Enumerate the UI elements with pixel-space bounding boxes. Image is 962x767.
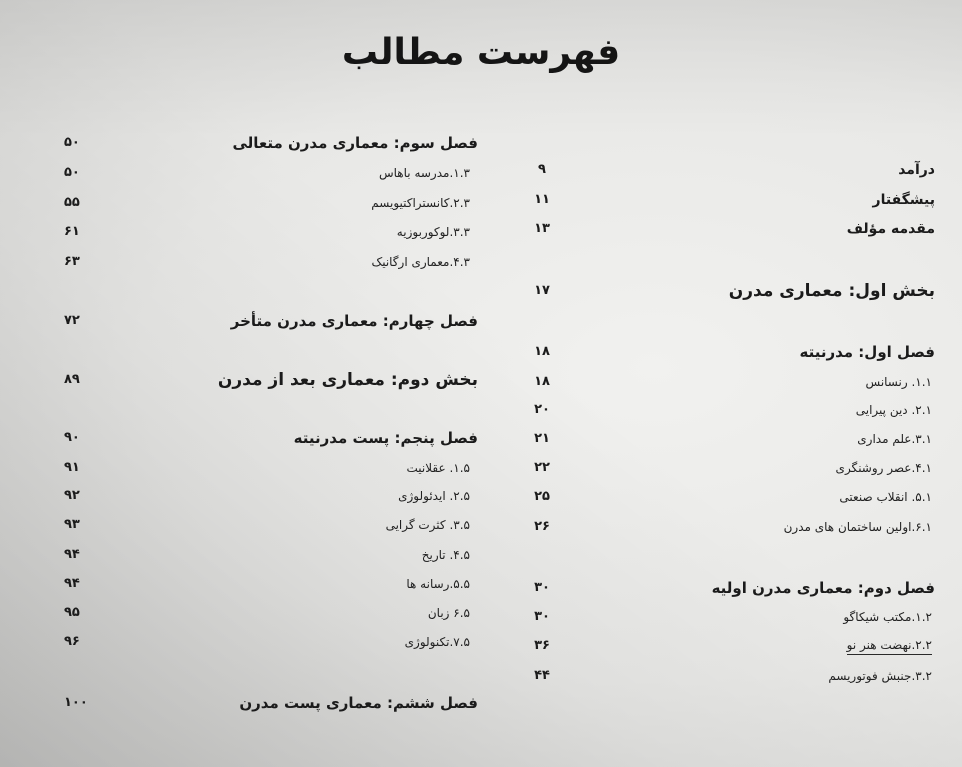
front-matter-entry — [528, 159, 935, 181]
page-number: ۹ — [538, 162, 546, 177]
entry-title: ۲.۱. دین پیرایی — [855, 403, 932, 417]
chapter-heading — [64, 310, 478, 332]
entry-title: ۴.۱.عصر روشنگری — [835, 461, 932, 475]
entry-title: ۶.۱.اولین ساختمان های مدرن — [783, 520, 932, 534]
entry-title: ۳.۳.لوکوربوزیه — [396, 225, 470, 239]
entry-title: فصل سوم: معماری مدرن متعالی — [232, 134, 478, 152]
entry-title: ۵.۱. انقلاب صنعتی — [839, 490, 932, 504]
page-number: ۴۴ — [534, 668, 550, 683]
section-entry — [64, 573, 470, 595]
section-entry — [528, 635, 932, 657]
section-entry — [64, 602, 470, 624]
entry-title: ۲.۵. ایدئولوژی — [398, 489, 470, 503]
entry-title: ۱.۵. عقلانیت — [406, 461, 470, 475]
chapter-heading — [64, 132, 478, 154]
page-number: ۳۶ — [534, 638, 550, 653]
section-entry — [64, 192, 470, 214]
entry-title: ۱.۳.مدرسه باهاس — [379, 166, 470, 180]
section-entry — [528, 516, 932, 538]
page-number: ۵۵ — [64, 195, 80, 210]
page-number: ۹۲ — [64, 488, 80, 503]
entry-title: فصل دوم: معماری مدرن اولیه — [711, 579, 935, 597]
section-entry — [528, 457, 932, 479]
entry-title: ۴.۳.معماری ارگانیک — [371, 255, 470, 269]
page-number: ۹۳ — [64, 517, 80, 532]
section-entry — [64, 221, 470, 243]
entry-title: بخش دوم: معماری بعد از مدرن — [217, 370, 478, 390]
section-entry — [64, 485, 470, 507]
entry-title: پیشگفتار — [872, 192, 935, 208]
entry-title: ۴.۵. تاریخ — [421, 548, 470, 562]
chapter-heading — [64, 692, 478, 714]
chapter-heading — [528, 341, 935, 363]
toc-title: فهرست مطالب — [341, 32, 621, 73]
entry-title: فصل پنجم: پست مدرنیته — [293, 429, 478, 447]
entry-title: مقدمه مؤلف — [846, 221, 935, 237]
section-entry — [528, 428, 932, 450]
page-number: ۵۰ — [64, 135, 80, 150]
section-entry — [64, 544, 470, 566]
entry-title: فصل چهارم: معماری مدرن متأخر — [230, 312, 478, 330]
page-number: ۱۸ — [534, 344, 550, 359]
page-number: ۱۷ — [534, 283, 550, 298]
front-matter-entry — [528, 218, 935, 240]
entry-title: ۱.۲.مکتب شیکاگو — [843, 610, 932, 624]
entry-title: ۷.۵.تکنولوژی — [404, 635, 470, 649]
page-number: ۵۰ — [64, 165, 80, 180]
page-number: ۹۱ — [64, 460, 80, 475]
section-entry — [64, 251, 470, 273]
section-entry — [64, 514, 470, 536]
page-number: ۱۰۰ — [64, 695, 88, 710]
page-number: ۱۱ — [534, 192, 550, 207]
entry-title: ۱.۱. رنسانس — [865, 375, 932, 389]
page-number: ۱۳ — [534, 221, 550, 236]
page-number: ۳۰ — [534, 580, 550, 595]
page-number: ۲۰ — [534, 402, 550, 417]
entry-title: فصل ششم: معماری پست مدرن — [239, 694, 478, 712]
page-number: ۲۶ — [534, 519, 550, 534]
section-entry — [528, 399, 932, 421]
entry-title: ۲.۲.نهضت هنر نو — [847, 637, 932, 655]
entry-title: ۶.۵ زبان — [427, 606, 470, 620]
page-number: ۹۴ — [64, 547, 80, 562]
page-number: ۲۵ — [534, 489, 550, 504]
entry-title: ۳.۲.جنبش فوتوریسم — [828, 669, 932, 683]
page-number: ۹۵ — [64, 605, 80, 620]
entry-title: ۲.۳.کانستراکتیویسم — [371, 196, 470, 210]
section-entry — [528, 606, 932, 628]
section-entry — [528, 371, 932, 393]
page-number: ۲۱ — [534, 431, 550, 446]
page-number: ۸۹ — [64, 372, 80, 387]
chapter-heading — [64, 427, 478, 449]
entry-title: فصل اول: مدرنیته — [799, 343, 935, 361]
chapter-heading — [528, 577, 935, 599]
entry-title: بخش اول: معماری مدرن — [728, 281, 935, 301]
page-number: ۳۰ — [534, 609, 550, 624]
part-heading — [64, 369, 478, 391]
page-number: ۷۲ — [64, 313, 80, 328]
page-number: ۱۸ — [534, 374, 550, 389]
page-number: ۹۰ — [64, 430, 80, 445]
section-entry — [528, 665, 932, 687]
page-number: ۶۱ — [64, 224, 80, 239]
entry-title: درآمد — [898, 162, 935, 178]
section-entry — [528, 486, 932, 508]
front-matter-entry — [528, 189, 935, 211]
page-number: ۹۶ — [64, 634, 80, 649]
entry-title: ۵.۵.رسانه ها — [406, 577, 470, 591]
section-entry — [64, 631, 470, 653]
entry-title: ۳.۵. کثرت گرایی — [385, 518, 470, 532]
section-entry — [64, 162, 470, 184]
section-entry — [64, 457, 470, 479]
entry-title: ۳.۱.علم مداری — [857, 432, 932, 446]
page-number: ۲۲ — [534, 460, 550, 475]
page-number: ۹۴ — [64, 576, 80, 591]
page-number: ۶۳ — [64, 254, 80, 269]
part-heading — [528, 280, 935, 302]
